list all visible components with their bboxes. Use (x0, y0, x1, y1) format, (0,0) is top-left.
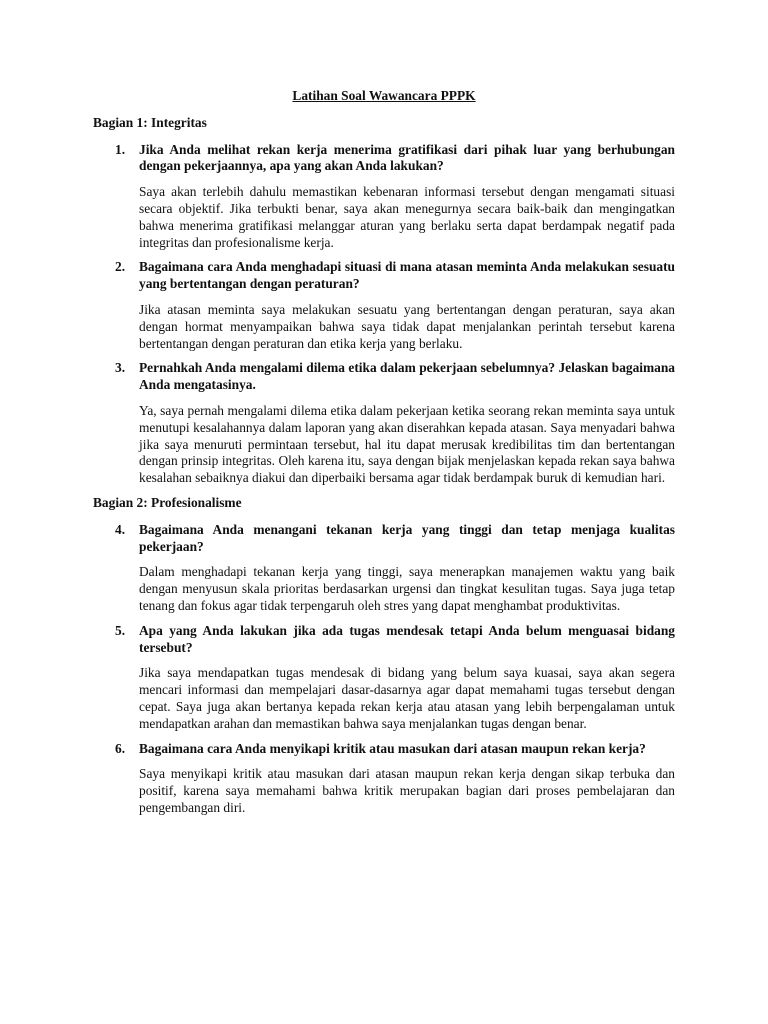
section-integritas (93, 115, 675, 487)
section-profesionalisme (93, 495, 675, 817)
question-text: Apa yang Anda lakukan jika ada tugas mendesak tetapi Anda belum menguasai bidang tersebut? (139, 622, 675, 655)
question-number: 5. (115, 622, 126, 638)
question-number: 4. (115, 521, 126, 537)
document-page (93, 88, 675, 825)
question-text: Bagaimana cara Anda menghadapi situasi di mana atasan meminta Anda melakukan sesuatu yang bertentangan dengan peraturan? (139, 259, 675, 292)
answer-text: Dalam menghadapi tekanan kerja yang tinggi, saya menerapkan manajemen waktu yang baik dengan menyusun skala prioritas berdasarkan urgensi dan tingkat kesulitan tugas. Saya juga tetap tenang dan fokus agar tidak terpengaruh oleh stres yang dapat menghambat produktivitas. (139, 564, 675, 613)
question-text: Jika Anda melihat rekan kerja menerima gratifikasi dari pihak luar yang berhubungan dengan pekerjaannya, apa yang akan Anda lakukan? (139, 141, 675, 174)
question-item-6 (93, 741, 675, 817)
question-list (93, 142, 675, 487)
question-item-2 (93, 259, 675, 352)
question-text: Bagaimana cara Anda menyikapi kritik atau masukan dari atasan maupun rekan kerja? (139, 740, 646, 756)
question-item-4 (93, 522, 675, 615)
question-text: Pernahkah Anda mengalami dilema etika dalam pekerjaan sebelumnya? Jelaskan bagaimana Anda mengatasinya. (139, 360, 675, 393)
question-item-5 (93, 623, 675, 733)
answer-text: Saya menyikapi kritik atau masukan dari atasan maupun rekan kerja dengan sikap terbuka dan positif, karena saya memahami bahwa kritik merupakan bagian dari proses pembelajaran dan pengembangan diri. (139, 766, 675, 815)
section-heading: Bagian 2: Profesionalisme (93, 494, 242, 510)
answer-text: Saya akan terlebih dahulu memastikan kebenaran informasi tersebut dengan mengamati situasi secara objektif. Jika terbukti benar, saya akan menegurnya secara baik-baik dan mengingatkan bahwa menerima gratifikasi melanggar aturan yang berlaku serta dapat berdampak negatif pada integritas dan profesionalisme kerja. (139, 184, 675, 250)
question-number: 3. (115, 360, 126, 376)
question-number: 6. (115, 740, 126, 756)
question-list (93, 522, 675, 817)
section-heading: Bagian 1: Integritas (93, 114, 207, 130)
question-item-3 (93, 360, 675, 487)
question-item-1 (93, 142, 675, 252)
question-text: Bagaimana Anda menangani tekanan kerja yang tinggi dan tetap menjaga kualitas pekerjaan? (139, 521, 675, 554)
question-number: 2. (115, 259, 126, 275)
answer-text: Ya, saya pernah mengalami dilema etika dalam pekerjaan ketika seorang rekan meminta saya untuk menutupi kesalahannya dalam laporan yang akan diserahkan kepada atasan. Saya menyadari bahwa jika saya menuruti permintaan tersebut, hal itu dapat merusak kredibilitas tim dan bertentangan dengan prinsip integritas. Oleh karena itu, saya dengan bijak menjelaskan kepada rekan saya bahwa kesalahan sebaiknya diakui dan diperbaiki bersama agar tidak berdampak buruk di kemudian hari. (139, 402, 675, 486)
document-title: Latihan Soal Wawancara PPPK (292, 88, 476, 103)
answer-text: Jika saya mendapatkan tugas mendesak di bidang yang belum saya kuasai, saya akan segera mencari informasi dan mempelajari dasar-dasarnya agar dapat memahami tugas tersebut dengan cepat. Saya juga akan bertanya kepada rekan kerja atau atasan yang lebih berpengalaman untuk mendapatkan arahan dan memastikan bahwa saya menjalankan tugas dengan benar. (139, 665, 675, 731)
question-number: 1. (115, 141, 126, 157)
answer-text: Jika atasan meminta saya melakukan sesuatu yang bertentangan dengan peraturan, saya akan dengan hormat menyampaikan bahwa saya tidak dapat menjalankan perintah tersebut karena bertentangan dengan peraturan dan etika kerja yang berlaku. (139, 301, 675, 351)
